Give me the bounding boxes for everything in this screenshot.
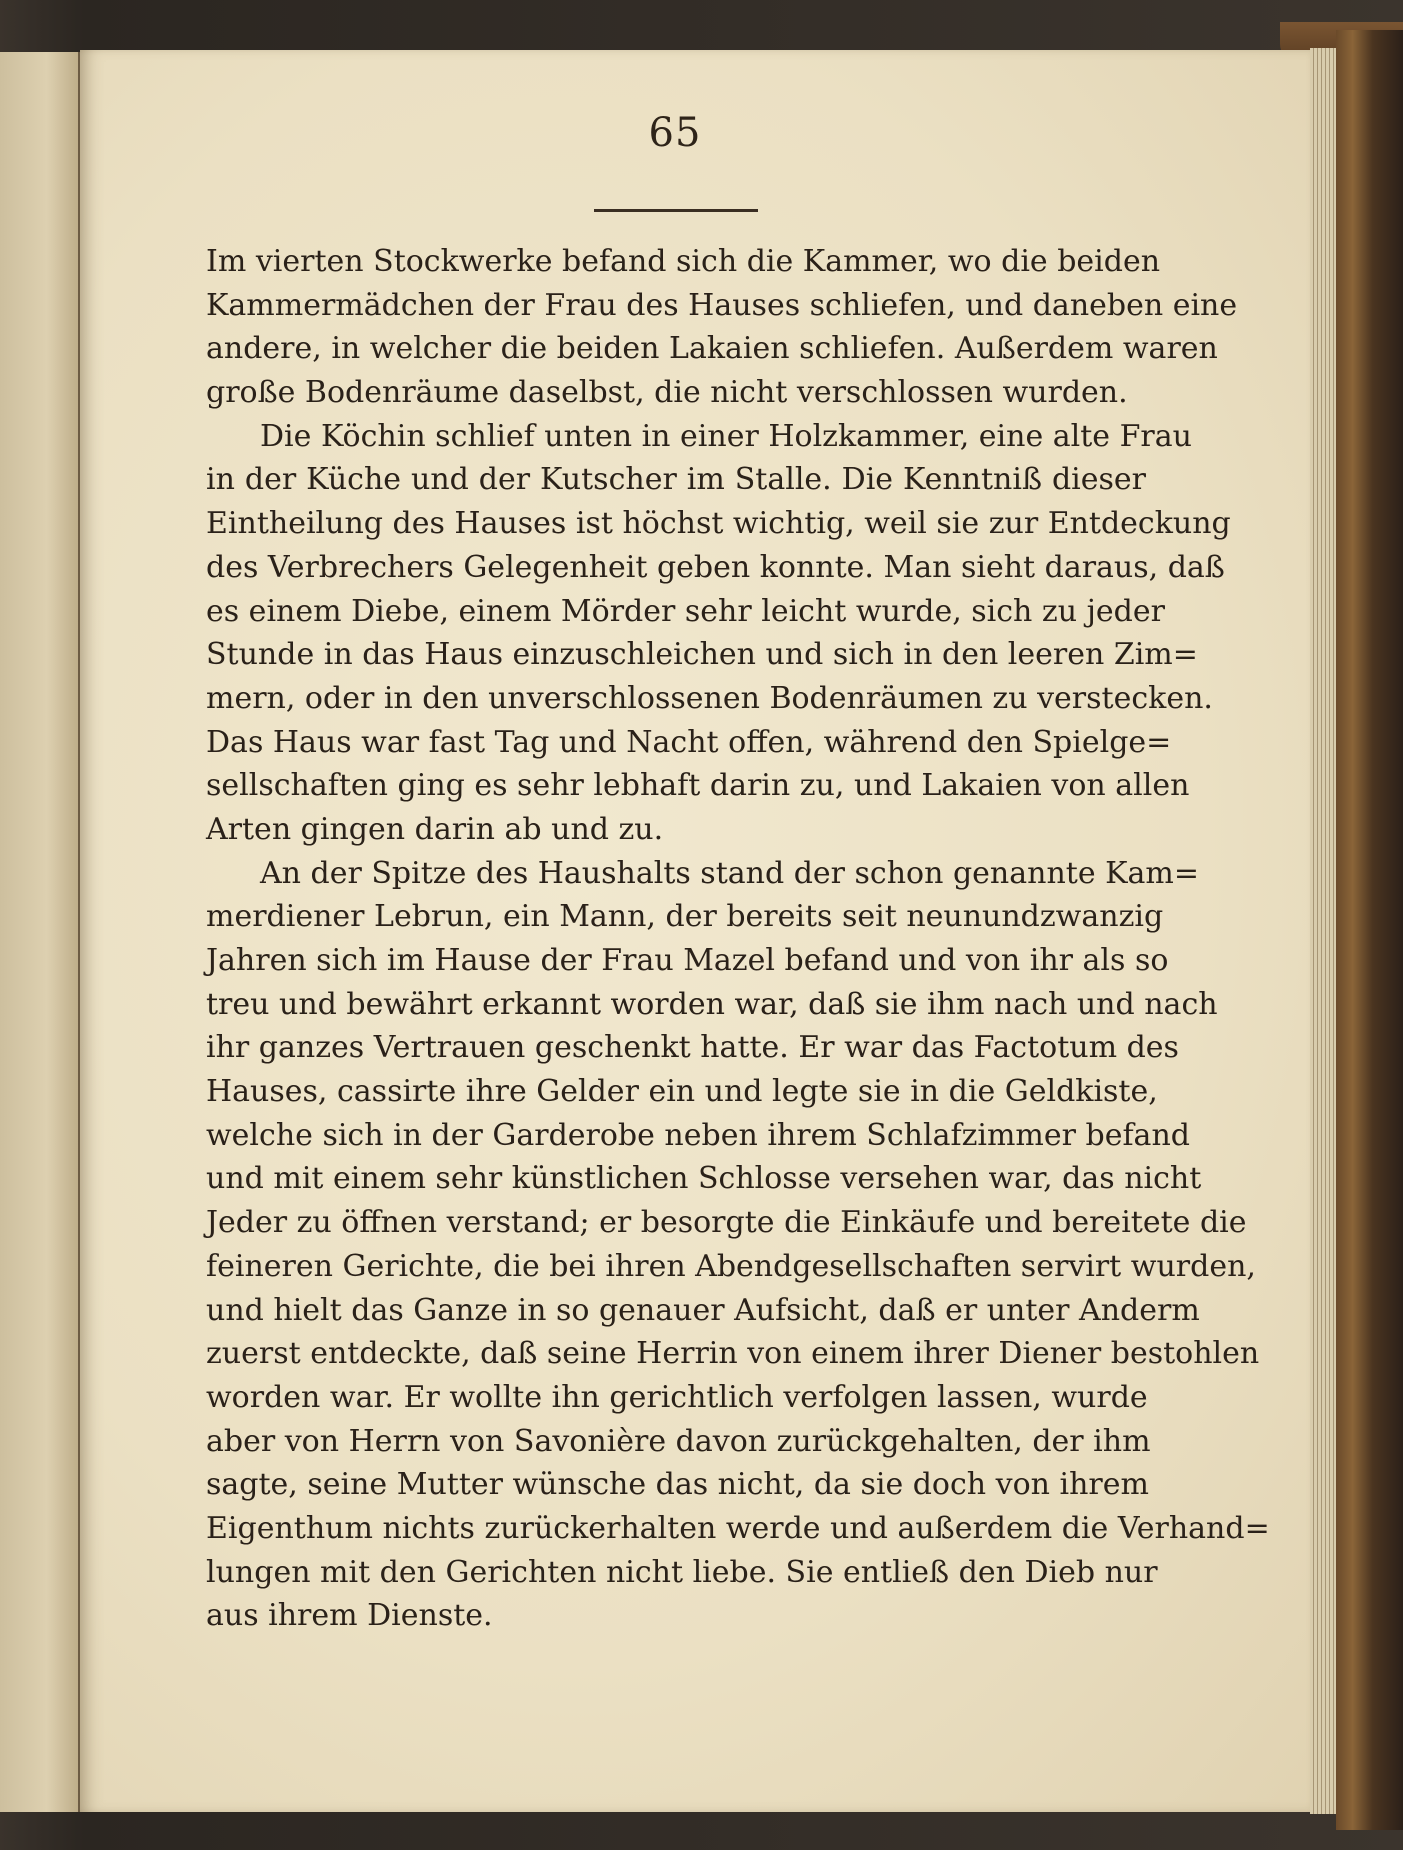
- text-line: Im vierten Stockwerke befand sich die Kammer, wo die beiden: [206, 244, 1161, 279]
- previous-page-edge: [0, 52, 81, 1812]
- text-line: Jeder zu öffnen verstand; er besorgte die Einkäufe und bereitete die: [206, 1205, 1247, 1241]
- text-line: worden war. Er wollte ihn gerichtlich verfolgen lassen, wurde: [206, 1379, 1148, 1415]
- text-line: Eigenthum nichts zurückerhalten werde und außerdem die Verhand=: [206, 1510, 1270, 1546]
- text-line: Das Haus war fast Tag und Nacht offen, während den Spielge=: [206, 724, 1172, 760]
- text-line: große Bodenräume daselbst, die nicht verschlossen wurden.: [206, 375, 1128, 411]
- text-line: sagte, seine Mutter wünsche das nicht, da sie doch von ihrem: [206, 1467, 1149, 1503]
- text-line: Die Köchin schlief unten in einer Holzkammer, eine alte Frau: [260, 418, 1192, 454]
- text-line: welche sich in der Garderobe neben ihrem Schlafzimmer befand: [206, 1117, 1190, 1153]
- text-line: und mit einem sehr künstlichen Schlosse versehen war, das nicht: [206, 1161, 1202, 1197]
- text-line: es einem Diebe, einem Mörder sehr leicht wurde, sich zu jeder: [206, 593, 1165, 629]
- text-line: Stunde in das Haus einzuschleichen und sich in den leeren Zim=: [206, 637, 1198, 673]
- text-line: treu und bewährt erkannt worden war, daß sie ihm nach und nach: [206, 986, 1218, 1022]
- book-cover-edge: [1336, 30, 1403, 1830]
- text-line: feineren Gerichte, die bei ihren Abendgesellschaften servirt wurden,: [206, 1248, 1256, 1284]
- text-line: mern, oder in den unverschlossenen Bodenräumen zu verstecken.: [206, 680, 1213, 716]
- page-number-rule: [594, 209, 758, 212]
- text-line: ihr ganzes Vertrauen geschenkt hatte. Er war das Factotum des: [206, 1030, 1179, 1066]
- text-line: und hielt das Ganze in so genauer Aufsicht, daß er unter Anderm: [206, 1292, 1200, 1328]
- text-line: andere, in welcher die beiden Lakaien schliefen. Außerdem waren: [206, 331, 1218, 367]
- text-line: Hauses, cassirte ihre Gelder ein und legte sie in die Geldkiste,: [206, 1074, 1158, 1110]
- text-line: in der Küche und der Kutscher im Stalle. Die Kenntniß dieser: [206, 462, 1146, 498]
- text-line: zuerst entdeckte, daß seine Herrin von einem ihrer Diener bestohlen: [206, 1336, 1260, 1372]
- text-line: des Verbrechers Gelegenheit geben konnte. Man sieht daraus, daß: [206, 549, 1225, 585]
- page-number: 65: [648, 110, 702, 156]
- text-line: An der Spitze des Haushalts stand der schon genannte Kam=: [260, 855, 1200, 891]
- text-line: Jahren sich im Hause der Frau Mazel befand und von ihr als so: [206, 943, 1169, 978]
- body-text: [206, 240, 1270, 1638]
- text-line: Kammermädchen der Frau des Hauses schliefen, und daneben eine: [206, 287, 1238, 323]
- text-line: aus ihrem Dienste.: [206, 1598, 493, 1634]
- text-line: sellschaften ging es sehr lebhaft darin zu, und Lakaien von allen: [206, 768, 1190, 804]
- text-line: Arten gingen darin ab und zu.: [206, 811, 664, 847]
- text-line: aber von Herrn von Savonière davon zurückgehalten, der ihm: [206, 1423, 1151, 1459]
- text-line: lungen mit den Gerichten nicht liebe. Sie entließ den Dieb nur: [206, 1554, 1158, 1590]
- text-line: merdiener Lebrun, ein Mann, der bereits seit neunundzwanzig: [206, 899, 1164, 935]
- text-line: Eintheilung des Hauses ist höchst wichtig, weil sie zur Entdeckung: [206, 506, 1231, 542]
- page-stack-edge: [1310, 48, 1338, 1814]
